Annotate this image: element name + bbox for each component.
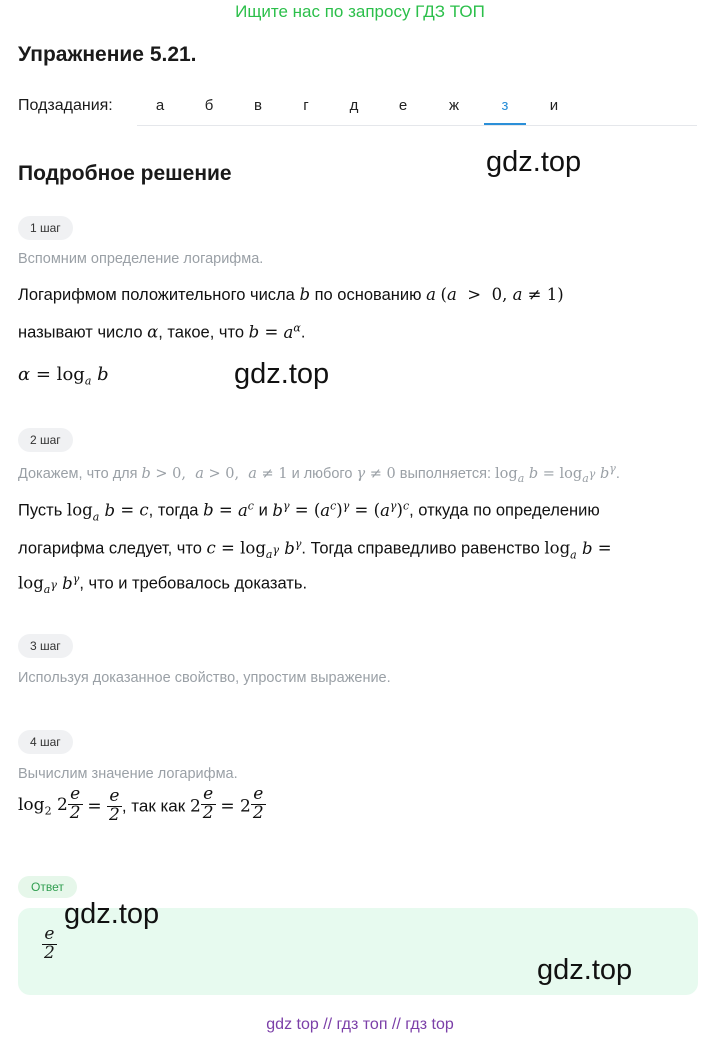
tab-g[interactable]: г: [303, 97, 309, 114]
watermark: gdz.top: [537, 954, 633, 986]
tab-d[interactable]: д: [349, 97, 359, 114]
answer-badge: Ответ: [18, 876, 77, 898]
subtask-tabs: [137, 93, 697, 126]
watermark: gdz.top: [234, 358, 330, 390]
step-4-badge: 4 шаг: [18, 730, 73, 754]
answer-value: $\frac{e}{2}$: [44, 924, 55, 963]
step-3-hint: Используя доказанное свойство, упростим выражение.: [18, 670, 391, 686]
tab-i[interactable]: и: [549, 97, 559, 114]
tab-b[interactable]: б: [204, 97, 214, 114]
step-2-badge: 2 шаг: [18, 428, 73, 452]
page-title: Упражнение 5.21.: [18, 43, 197, 66]
footer-links[interactable]: gdz top // гдз топ // гдз top: [266, 1016, 454, 1033]
step-1-badge: 1 шаг: [18, 216, 73, 240]
step-1-hint: Вспомним определение логарифма.: [18, 251, 264, 267]
step-2-hint: Докажем, что для b > 0, a > 0, a ≠ 1 и любого γ ≠ 0 выполняется: $\log_a b = \log_{a^\gamma} b^\gamma$.: [18, 462, 620, 485]
step-3-badge: 3 шаг: [18, 634, 73, 658]
tab-a[interactable]: а: [155, 97, 165, 114]
step-2-proof-line-3: $\log_{a^\gamma} b^\gamma$, что и требовалось доказать.: [18, 572, 308, 596]
watermark: gdz.top: [486, 146, 582, 178]
step-1-formula: $\alpha = \log_a b$: [18, 364, 109, 388]
tab-zh[interactable]: ж: [448, 97, 460, 114]
step-2-proof-line-2: логарифма следует, что $c = \log_{a^\gamma} b^\gamma$. Тогда справедливо равенство $\log_a b$ =: [18, 537, 612, 561]
tab-z-active[interactable]: з: [484, 93, 526, 125]
step-2-proof-line-1: Пусть $\log_a b = c$, тогда $b = a^c$ и $b^\gamma = (a^c)^\gamma = (a^\gamma)^c$, откуда по определению: [18, 499, 600, 523]
watermark: gdz.top: [64, 898, 160, 930]
step-1-definition-line-1: Логарифмом положительного числа b по основанию a (a > 0, a ≠ 1): [18, 285, 564, 304]
step-1-definition-line-2: называют число α, такое, что $b = a^\alpha$.: [18, 321, 306, 342]
search-banner[interactable]: Ищите нас по запросу ГДЗ ТОП: [235, 2, 485, 21]
step-4-hint: Вычислим значение логарифма.: [18, 766, 238, 782]
step-4-computation: $\log_2 2$ $\frac{e}{2}$ = $\frac{e}{2}$ , так как 2 $\frac{e}{2}$ = 2 $\frac{e}{2}$: [18, 784, 264, 825]
tab-e[interactable]: е: [398, 97, 408, 114]
solution-heading: Подробное решение: [18, 162, 232, 185]
subtasks-label: Подзадания:: [18, 97, 113, 114]
tab-v[interactable]: в: [254, 97, 262, 114]
